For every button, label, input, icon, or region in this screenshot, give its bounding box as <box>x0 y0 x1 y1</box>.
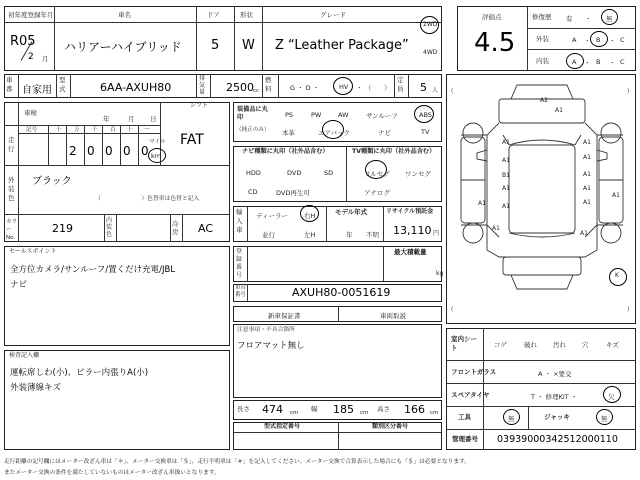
length-label: 長さ <box>237 405 250 413</box>
int-opt-dot1: ・ <box>584 59 591 67</box>
ext-b-circle <box>590 31 608 47</box>
inspector-box <box>4 350 230 450</box>
inspector-line2: 外装薄線キズ <box>10 383 61 393</box>
diag-label-a1-wheel-l: A1 <box>478 200 486 207</box>
tv-fullseg: フルセグ <box>364 170 390 178</box>
ext-opt-b: B <box>596 36 601 44</box>
windshield-label: フロントガラス <box>451 368 497 376</box>
svg-text:): ) <box>627 306 630 313</box>
nav-dvd-play: DVD再生可 <box>276 189 310 197</box>
displacement-value: 2500 <box>226 81 254 94</box>
equip-pw: PW <box>311 111 322 119</box>
import-right-h: 右H <box>304 212 316 220</box>
sales-point-line2: ナビ <box>10 280 28 290</box>
fuel-other: ・ （ ） <box>356 84 391 92</box>
fuel-hv-circle <box>333 77 353 95</box>
chassis-value: AXUH80-0051619 <box>292 286 391 299</box>
import-parallel: 並行 <box>262 231 275 239</box>
length-unit: cm <box>290 410 299 416</box>
int-a-circle <box>566 53 584 69</box>
height-value: 166 <box>404 403 425 416</box>
svg-text:): ) <box>627 88 630 95</box>
footer-note-2: またメーター交換の条件を満たしていないものはメーター改ざん車扱いとなります。 <box>4 470 220 476</box>
equip-ps: PS <box>285 111 294 119</box>
height-unit: cm <box>430 410 439 416</box>
capacity-unit: 人 <box>432 87 439 94</box>
mileage-code-label: 記号 <box>26 127 38 133</box>
equip-airbag: エアバック <box>318 129 350 137</box>
max-load-unit: kg <box>436 270 444 277</box>
jack-label: ジャッキ <box>544 413 570 421</box>
mileage-label: 走行 <box>8 136 15 153</box>
spare-missing-circle <box>603 386 621 403</box>
model-code: 6AA-AXUH80 <box>100 81 172 94</box>
diag-label-a2: A2 <box>540 97 548 104</box>
mgmt-value: 03939000342512000110 <box>497 434 618 445</box>
color-note: （ ）色替車は色替と記入 <box>95 196 200 202</box>
reg-era-year: R05 <box>10 34 36 49</box>
seat-stain: 汚れ <box>553 341 566 349</box>
nav-cd: CD <box>248 188 258 196</box>
import-dealer: ディーラー <box>256 212 288 220</box>
tv-fullseg-circle <box>365 160 387 179</box>
mileage-unit-4: 十 <box>127 127 133 133</box>
recycle-yen: 円 <box>433 230 440 237</box>
diag-label-a1-right2: A1 <box>583 154 591 161</box>
equipment-title: 装備品に丸印 <box>237 106 268 121</box>
mileage-digit-1: 2 <box>69 144 77 158</box>
doors-label: ドア <box>207 11 220 19</box>
equip-navi: ナビ <box>378 129 391 137</box>
seat-hole: 穴 <box>582 341 589 349</box>
interior-color-label: 内装色 <box>106 217 113 238</box>
fuel-hv: HV <box>339 83 349 91</box>
repair-opt-yes: 有 <box>566 15 573 23</box>
equip-sunroof: サンルーフ <box>366 112 398 120</box>
plate-use: 自家用 <box>22 85 52 96</box>
reg-month: 2 <box>28 52 34 62</box>
equipment-subtitle: （純正のみ） <box>236 127 270 133</box>
width-label: 幅 <box>311 405 318 413</box>
shift-label: シフト <box>190 102 209 109</box>
tv-oneseg: ワンセグ <box>405 170 431 178</box>
spare-opts: T ・ 修理KIT ・ <box>531 393 578 401</box>
mileage-mile: マイル <box>149 139 166 145</box>
mileage-km: km <box>151 152 162 160</box>
fuel-opts: G ・ D ・ <box>290 84 320 92</box>
mileage-unit-0: 十 <box>56 127 62 133</box>
score-label: 評価点 <box>482 13 502 21</box>
shift-value: FAT <box>180 132 204 148</box>
mgmt-label: 管理番号 <box>452 435 478 443</box>
sales-point-label: セールスポイント <box>9 248 57 255</box>
svg-text:(: ( <box>451 306 454 313</box>
nav-dvd: DVD <box>287 169 302 177</box>
diag-label-a1-wheel-r: A1 <box>612 192 620 199</box>
diag-label-a1-rear-l: A1 <box>492 225 500 232</box>
recycle-label: リサイクル預託金 <box>386 208 434 215</box>
ac-value: AC <box>198 222 214 235</box>
ac-label: 冷房 <box>172 220 179 236</box>
jack-value: 無 <box>601 415 608 423</box>
reg-month-unit: 月 <box>42 55 49 63</box>
diag-label-a1-left1: A1 <box>502 139 510 146</box>
equip-aw: AW <box>338 111 349 119</box>
diag-label-a1-left4: A1 <box>502 203 510 210</box>
equip-abs: ABS <box>419 111 432 119</box>
equip-tv: TV <box>421 128 430 136</box>
grade-value: Z “Leather Package” <box>275 38 409 53</box>
tools-none-circle <box>503 409 520 425</box>
new-car-warranty: 新車保証書 <box>268 312 301 320</box>
capacity-label: 定員 <box>397 76 404 93</box>
diag-label-a1-right5: A1 <box>583 199 591 206</box>
registration-label: 登録番号 <box>236 248 243 279</box>
nav-hdd: HDD <box>246 169 261 177</box>
reg-date-label: 初年度登録年月 <box>8 11 54 19</box>
car-name-value: ハリアーハイブリッド <box>64 40 182 54</box>
color-no-value: 219 <box>52 222 73 235</box>
import-label: 輸入車 <box>236 208 243 234</box>
drive-2wd: 2WD <box>423 21 438 28</box>
inspection-month: 月 <box>128 115 135 123</box>
seat-scratch: キズ <box>606 341 619 349</box>
mileage-unit-5: 一 <box>144 127 150 133</box>
diag-label-a1-right3: A1 <box>583 171 591 178</box>
displacement-label: 排気量 <box>199 75 206 96</box>
inspection-label: 車検 <box>24 109 37 117</box>
svg-text:(: ( <box>451 88 454 95</box>
width-value: 185 <box>333 403 354 416</box>
nav-title: ナビ種類に丸印（社外品含む） <box>242 148 329 155</box>
capacity-value: 5 <box>420 81 427 94</box>
diag-label-a1-hood: A1 <box>555 107 563 114</box>
mileage-unit-2: 千 <box>92 127 98 133</box>
windshield-opts: A ・ ×要交 <box>538 370 572 378</box>
vehicle-manual: 車両取説 <box>380 312 406 320</box>
seat-label: 室内シート <box>451 335 477 352</box>
category-label: 類別区分番号 <box>372 423 409 430</box>
plate-label: 車番 <box>6 76 13 93</box>
chassis-label: 車台番号 <box>235 285 247 298</box>
jack-none-circle <box>596 409 613 425</box>
ext-opt-dot1: ・ <box>584 37 591 45</box>
car-name-label: 車名 <box>118 11 131 19</box>
equip-airbag-circle <box>322 120 344 139</box>
diag-label-a1-rear: A1 <box>580 230 588 237</box>
mileage-digit-4: 0 <box>123 144 131 158</box>
seat-tear: 破れ <box>524 341 537 349</box>
ext-opt-dot2: ・ <box>609 37 616 45</box>
seat-burn: コゲ <box>494 341 507 349</box>
notes-box <box>233 324 442 398</box>
tv-title: TV種類に丸印（社外品含む） <box>352 148 436 155</box>
model-year-unknown: 不明 <box>366 231 379 239</box>
designation-label: 型式指定番号 <box>264 423 301 430</box>
score-value: 4.5 <box>474 28 516 58</box>
width-unit: cm <box>360 410 369 416</box>
repair-opt-dot: ・ <box>585 15 592 23</box>
sales-point-line1: 全方位カメラ/サンルーフ/置くだけ充電/JBL <box>10 265 176 275</box>
diag-label-a1-left2: A1 <box>502 157 510 164</box>
repair-no-circle <box>601 9 618 25</box>
color-label: 外装色 <box>8 176 15 202</box>
height-label: 高さ <box>377 405 390 413</box>
diag-label-a1-right4: A1 <box>583 185 591 192</box>
equip-abs-circle <box>414 105 434 123</box>
int-opt-dot2: ・ <box>609 59 616 67</box>
shape-value: W <box>242 38 255 53</box>
type-label: 型式 <box>59 76 66 93</box>
interior-label: 内装 <box>536 57 549 65</box>
mileage-unit-3: 百 <box>110 127 116 133</box>
spare-label: スペアタイヤ <box>451 391 490 399</box>
mileage-unit-1: 万 <box>74 127 80 133</box>
tv-analog: アナログ <box>364 189 390 197</box>
sales-point-box <box>4 246 230 346</box>
mileage-km-circle <box>148 148 166 163</box>
recycle-value: 13,110 <box>393 224 432 237</box>
footer-note-1: 走行距離の記号欄にはメーター改ざん車は「＊」、メーター交換車は「＄」、走行不明車は「＃」を記入してください。メーター交換で合算表示した場合にも「＄」は必要となります。 <box>4 459 470 465</box>
ext-opt-a: A <box>572 36 577 44</box>
drive-4wd: 4WD <box>423 49 438 56</box>
import-left-h: 左H <box>304 231 316 239</box>
mileage-digit-5: 0 <box>141 144 149 158</box>
model-year-unit: 年 <box>346 231 353 239</box>
tools-label: 工具 <box>458 413 471 421</box>
notes-label: 注意事項・不具合箇所 <box>237 327 295 333</box>
length-value: 474 <box>262 403 283 416</box>
color-no-label: カラーNo. <box>6 219 18 241</box>
model-year-label: モデル年式 <box>335 208 368 216</box>
equip-leather: 本革 <box>282 129 295 137</box>
ext-opt-c: C <box>620 36 625 44</box>
max-load-label: 最大積載量 <box>394 248 427 256</box>
grade-label: グレード <box>320 11 346 19</box>
int-opt-a: A <box>572 58 577 66</box>
inspection-day: 日 <box>150 115 157 123</box>
doors-value: 5 <box>211 38 220 53</box>
mileage-digit-3: 0 <box>105 144 113 158</box>
car-outline-diagram <box>447 75 635 323</box>
diag-key-label: K <box>615 272 619 279</box>
color-value: ブラック <box>32 176 72 187</box>
inspector-label: 検査記入欄 <box>9 352 40 359</box>
fuel-label: 燃料 <box>265 76 272 93</box>
diag-label-a1-left3: A1 <box>502 185 510 192</box>
spare-missing: 欠 <box>608 393 615 401</box>
shape-label: 形状 <box>240 11 253 19</box>
nav-sd: SD <box>324 169 334 177</box>
inspector-line1: 運転席しわ(小)、ピラー内張りA(小) <box>10 368 149 378</box>
cc-unit: cc <box>253 88 260 94</box>
int-opt-b: B <box>596 58 601 66</box>
notes-value: フロアマット無し <box>237 341 305 351</box>
diag-label-b1: B1 <box>502 172 510 179</box>
import-right-h-circle <box>300 205 319 222</box>
exterior-label: 外装 <box>536 35 549 43</box>
diag-label-a1-right1: A1 <box>583 139 591 146</box>
mileage-digit-2: 0 <box>87 144 95 158</box>
repair-opt-no: 無 <box>606 15 613 23</box>
tools-value: 無 <box>508 415 515 423</box>
inspection-year: 年 <box>103 115 110 123</box>
int-opt-c: C <box>620 58 625 66</box>
repair-label: 修復歴 <box>532 13 552 21</box>
